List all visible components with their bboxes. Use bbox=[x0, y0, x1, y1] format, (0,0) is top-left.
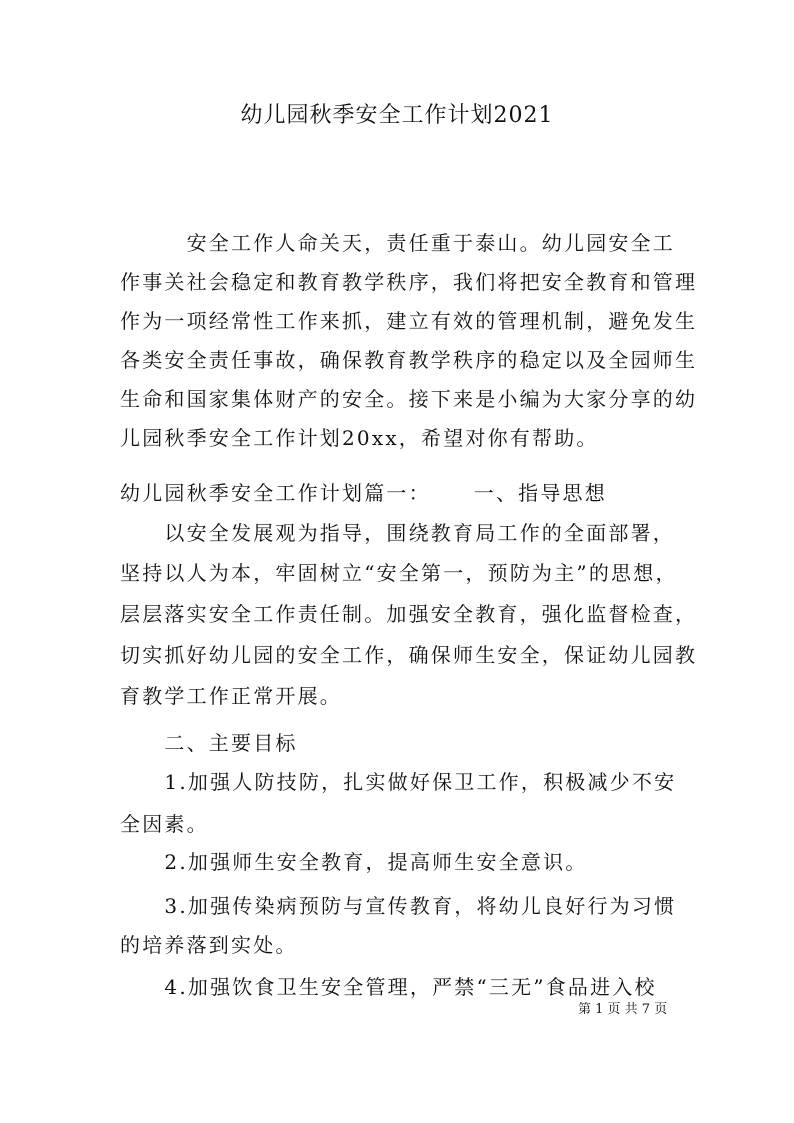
body-line: 全因素。 bbox=[120, 812, 209, 836]
body-line: 育教学工作正常开展。 bbox=[120, 684, 342, 708]
body-line: 层层落实安全工作责任制。加强安全教育，强化监督检查， bbox=[120, 602, 698, 626]
section-heading-line: 二、主要目标 bbox=[120, 731, 298, 755]
body-line: 各类安全责任事故，确保教育教学秩序的稳定以及全园师生 bbox=[120, 348, 698, 372]
body-line: 作事关社会稳定和教育教学秩序，我们将把安全教育和管理 bbox=[120, 270, 698, 294]
body-line: 儿园秋季安全工作计划20xx，希望对你有帮助。 bbox=[120, 426, 599, 450]
body-line: 3.加强传染病预防与宣传教育，将幼儿良好行为习惯 bbox=[120, 894, 677, 918]
body-line: 作为一项经常性工作来抓，建立有效的管理机制，避免发生 bbox=[120, 309, 698, 333]
body-line: 安全工作人命关天，责任重于泰山。幼儿园安全工 bbox=[120, 231, 675, 255]
body-line: 切实抓好幼儿园的安全工作，确保师生安全，保证幼儿园教 bbox=[120, 643, 698, 667]
section-heading-line: 幼儿园秋季安全工作计划篇一： 一、指导思想 bbox=[120, 481, 607, 505]
document-title: 幼儿园秋季安全工作计划2021 bbox=[240, 103, 554, 128]
body-line: 坚持以人为本，牢固树立“安全第一，预防为主”的思想， bbox=[120, 561, 678, 585]
body-line: 生命和国家集体财产的安全。接下来是小编为大家分享的幼 bbox=[120, 387, 698, 411]
body-line: 4.加强饮食卫生安全管理，严禁“三无”食品进入校 bbox=[120, 975, 657, 999]
body-line: 2.加强师生安全教育，提高师生安全意识。 bbox=[120, 850, 588, 874]
body-line: 的培养落到实处。 bbox=[120, 933, 298, 957]
body-line: 1.加强人防技防，扎实做好保卫工作，积极减少不安 bbox=[120, 770, 677, 794]
body-line: 以安全发展观为指导，围绕教育局工作的全面部署， bbox=[120, 521, 675, 545]
page-number: 第 1 页 共 7 页 bbox=[578, 1002, 668, 1017]
